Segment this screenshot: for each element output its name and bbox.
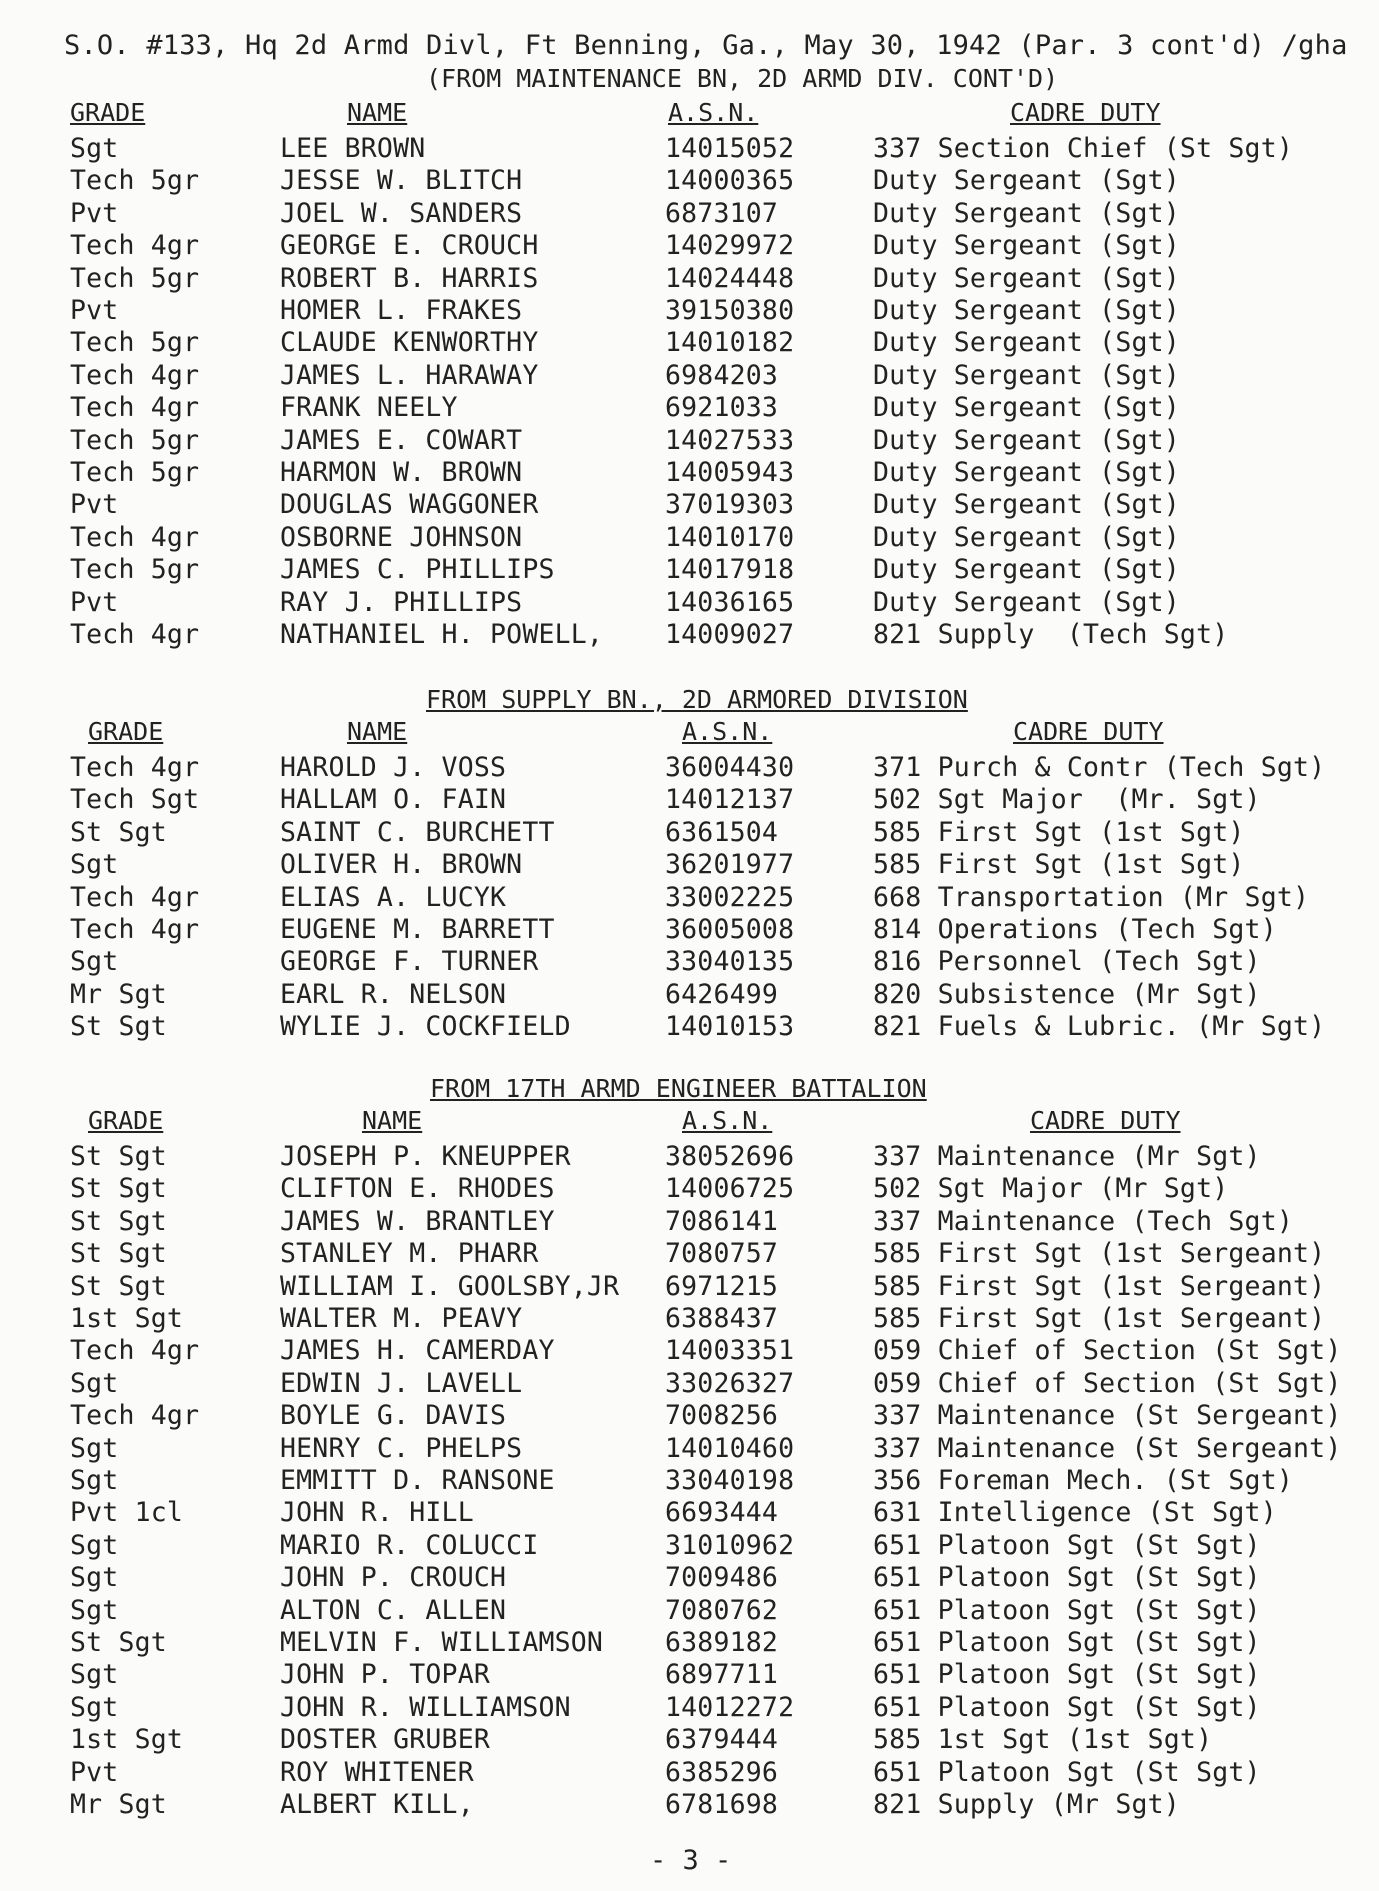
roster-cell-duty: 585 First Sgt (1st Sgt) bbox=[873, 849, 1245, 881]
roster-cell-grade: Tech 5gr bbox=[70, 554, 200, 586]
roster-cell-grade: St Sgt bbox=[70, 1173, 167, 1205]
roster-cell-asn: 6897711 bbox=[665, 1659, 779, 1691]
roster-cell-grade: Tech Sgt bbox=[70, 784, 200, 816]
roster-cell-grade: Sgt bbox=[70, 1432, 119, 1464]
roster-cell-asn: 38052696 bbox=[665, 1141, 795, 1172]
roster-cell-grade: St Sgt bbox=[70, 1205, 167, 1237]
roster-cell-name: EARL R. NELSON bbox=[280, 978, 507, 1010]
roster-cell-duty: 585 1st Sgt (1st Sgt) bbox=[873, 1724, 1213, 1756]
roster-cell-grade: Sgt bbox=[70, 1659, 119, 1691]
roster-cell-asn: 14015052 bbox=[665, 133, 795, 164]
column-header-asn: A.S.N. bbox=[668, 98, 759, 127]
roster-cell-grade: Pvt 1cl bbox=[70, 1497, 184, 1529]
column-header-grade: GRADE bbox=[88, 717, 164, 746]
roster-cell-duty: 585 First Sgt (1st Sergeant) bbox=[873, 1303, 1326, 1334]
roster-cell-duty: Duty Sergeant (Sgt) bbox=[873, 521, 1180, 553]
roster-cell-grade: Tech 4gr bbox=[70, 881, 200, 913]
roster-cell-duty: 651 Platoon Sgt (St Sgt) bbox=[873, 1627, 1261, 1658]
roster-cell-name: HAROLD J. VOSS bbox=[280, 752, 507, 783]
roster-cell-asn: 39150380 bbox=[665, 295, 795, 326]
roster-cell-name: MELVIN F. WILLIAMSON bbox=[280, 1627, 604, 1658]
roster-cell-duty: 821 Supply (Mr Sgt) bbox=[873, 1789, 1180, 1820]
roster-cell-duty: Duty Sergeant (Sgt) bbox=[873, 586, 1180, 618]
roster-cell-grade: Tech 4gr bbox=[70, 521, 200, 553]
column-header-duty: CADRE DUTY bbox=[1030, 1106, 1181, 1135]
roster-cell-name: JESSE W. BLITCH bbox=[280, 165, 523, 197]
roster-cell-asn: 6984203 bbox=[665, 359, 779, 391]
roster-cell-name: CLAUDE KENWORTHY bbox=[280, 327, 539, 359]
roster-cell-asn: 6971215 bbox=[665, 1270, 779, 1302]
roster-cell-asn: 14012272 bbox=[665, 1691, 795, 1723]
roster-cell-asn: 33002225 bbox=[665, 881, 795, 913]
roster-cell-asn: 6388437 bbox=[665, 1303, 779, 1334]
roster-cell-asn: 31010962 bbox=[665, 1529, 795, 1561]
roster-cell-grade: Tech 4gr bbox=[70, 230, 200, 262]
roster-cell-name: HOMER L. FRAKES bbox=[280, 295, 523, 326]
roster-cell-grade: Tech 5gr bbox=[70, 165, 200, 197]
roster-cell-duty: Duty Sergeant (Sgt) bbox=[873, 295, 1180, 326]
order-subheader: (FROM MAINTENANCE BN, 2D ARMD DIV. CONT'D) bbox=[426, 64, 1059, 93]
roster-cell-duty: Duty Sergeant (Sgt) bbox=[873, 262, 1180, 294]
roster-cell-grade: St Sgt bbox=[70, 1011, 167, 1043]
roster-cell-asn: 14005943 bbox=[665, 457, 795, 488]
roster-cell-name: JOEL W. SANDERS bbox=[280, 197, 523, 229]
roster-cell-asn: 7008256 bbox=[665, 1400, 779, 1432]
column-header-duty: CADRE DUTY bbox=[1010, 98, 1161, 127]
roster-cell-name: CLIFTON E. RHODES bbox=[280, 1173, 555, 1205]
roster-cell-grade: Sgt bbox=[70, 133, 119, 164]
roster-cell-grade: Pvt bbox=[70, 197, 119, 229]
roster-cell-name: WILLIAM I. GOOLSBY,JR bbox=[280, 1270, 620, 1302]
roster-cell-name: RAY J. PHILLIPS bbox=[280, 586, 523, 618]
roster-cell-asn: 36005008 bbox=[665, 914, 795, 945]
roster-cell-name: JAMES H. CAMERDAY bbox=[280, 1335, 555, 1367]
roster-cell-name: ALTON C. ALLEN bbox=[280, 1594, 507, 1626]
column-header-name: NAME bbox=[347, 98, 408, 127]
roster-cell-asn: 7080762 bbox=[665, 1594, 779, 1626]
roster-cell-name: HENRY C. PHELPS bbox=[280, 1432, 523, 1464]
roster-cell-grade: St Sgt bbox=[70, 1627, 167, 1658]
roster-cell-name: FRANK NEELY bbox=[280, 392, 458, 424]
roster-cell-name: EUGENE M. BARRETT bbox=[280, 914, 555, 945]
roster-cell-grade: Tech 5gr bbox=[70, 424, 200, 456]
column-header-grade: GRADE bbox=[70, 98, 146, 127]
roster-cell-grade: Tech 5gr bbox=[70, 262, 200, 294]
roster-cell-asn: 14010460 bbox=[665, 1432, 795, 1464]
roster-cell-grade: Pvt bbox=[70, 489, 119, 521]
roster-cell-name: JOHN P. CROUCH bbox=[280, 1562, 507, 1594]
roster-cell-duty: 816 Personnel (Tech Sgt) bbox=[873, 946, 1261, 978]
roster-cell-duty: Duty Sergeant (Sgt) bbox=[873, 230, 1180, 262]
roster-cell-asn: 6781698 bbox=[665, 1789, 779, 1820]
roster-cell-name: OLIVER H. BROWN bbox=[280, 849, 523, 881]
roster-cell-name: DOSTER GRUBER bbox=[280, 1724, 491, 1756]
roster-cell-asn: 6873107 bbox=[665, 197, 779, 229]
roster-cell-grade: St Sgt bbox=[70, 1141, 167, 1172]
roster-cell-duty: 356 Foreman Mech. (St Sgt) bbox=[873, 1465, 1294, 1496]
roster-cell-asn: 14024448 bbox=[665, 262, 795, 294]
roster-cell-duty: 651 Platoon Sgt (St Sgt) bbox=[873, 1659, 1261, 1691]
roster-cell-grade: Tech 4gr bbox=[70, 914, 200, 945]
roster-cell-asn: 6385296 bbox=[665, 1756, 779, 1788]
column-header-duty: CADRE DUTY bbox=[1013, 717, 1164, 746]
roster-cell-asn: 7080757 bbox=[665, 1238, 779, 1270]
roster-cell-asn: 14036165 bbox=[665, 586, 795, 618]
roster-cell-duty: 502 Sgt Major (Mr. Sgt) bbox=[873, 784, 1261, 816]
roster-cell-duty: 821 Supply (Tech Sgt) bbox=[873, 619, 1229, 650]
roster-cell-asn: 6389182 bbox=[665, 1627, 779, 1658]
roster-cell-grade: Sgt bbox=[70, 849, 119, 881]
roster-cell-grade: Pvt bbox=[70, 586, 119, 618]
roster-cell-name: EMMITT D. RANSONE bbox=[280, 1465, 555, 1496]
roster-cell-duty: 059 Chief of Section (St Sgt) bbox=[873, 1367, 1342, 1399]
roster-cell-asn: 14010153 bbox=[665, 1011, 795, 1043]
roster-cell-grade: Mr Sgt bbox=[70, 1789, 167, 1820]
roster-cell-duty: 337 Maintenance (St Sergeant) bbox=[873, 1400, 1342, 1432]
roster-cell-name: JAMES W. BRANTLEY bbox=[280, 1205, 555, 1237]
roster-cell-duty: Duty Sergeant (Sgt) bbox=[873, 424, 1180, 456]
roster-cell-asn: 14012137 bbox=[665, 784, 795, 816]
roster-cell-grade: Tech 4gr bbox=[70, 619, 200, 650]
roster-cell-grade: St Sgt bbox=[70, 1238, 167, 1270]
roster-cell-duty: 821 Fuels & Lubric. (Mr Sgt) bbox=[873, 1011, 1326, 1043]
roster-cell-asn: 37019303 bbox=[665, 489, 795, 521]
roster-cell-name: EDWIN J. LAVELL bbox=[280, 1367, 523, 1399]
roster-cell-grade: Mr Sgt bbox=[70, 978, 167, 1010]
roster-cell-grade: 1st Sgt bbox=[70, 1303, 184, 1334]
roster-cell-grade: Sgt bbox=[70, 1691, 119, 1723]
roster-cell-duty: Duty Sergeant (Sgt) bbox=[873, 554, 1180, 586]
roster-cell-grade: Tech 5gr bbox=[70, 457, 200, 488]
roster-cell-name: LEE BROWN bbox=[280, 133, 426, 164]
roster-cell-name: SAINT C. BURCHETT bbox=[280, 816, 555, 848]
roster-cell-duty: 814 Operations (Tech Sgt) bbox=[873, 914, 1277, 945]
roster-cell-duty: 371 Purch & Contr (Tech Sgt) bbox=[873, 752, 1326, 783]
roster-cell-duty: 820 Subsistence (Mr Sgt) bbox=[873, 978, 1261, 1010]
roster-cell-asn: 14006725 bbox=[665, 1173, 795, 1205]
roster-cell-grade: Sgt bbox=[70, 946, 119, 978]
roster-cell-asn: 14010182 bbox=[665, 327, 795, 359]
roster-cell-name: JOHN R. WILLIAMSON bbox=[280, 1691, 571, 1723]
roster-cell-duty: Duty Sergeant (Sgt) bbox=[873, 197, 1180, 229]
roster-cell-name: ROBERT B. HARRIS bbox=[280, 262, 539, 294]
roster-cell-name: GEORGE F. TURNER bbox=[280, 946, 539, 978]
roster-cell-name: ROY WHITENER bbox=[280, 1756, 474, 1788]
roster-cell-grade: Tech 4gr bbox=[70, 359, 200, 391]
roster-cell-grade: Tech 4gr bbox=[70, 392, 200, 424]
roster-cell-duty: Duty Sergeant (Sgt) bbox=[873, 165, 1180, 197]
roster-cell-grade: Sgt bbox=[70, 1529, 119, 1561]
roster-cell-asn: 14010170 bbox=[665, 521, 795, 553]
roster-cell-grade: Sgt bbox=[70, 1465, 119, 1496]
roster-cell-asn: 14000365 bbox=[665, 165, 795, 197]
roster-cell-duty: 585 First Sgt (1st Sergeant) bbox=[873, 1270, 1326, 1302]
column-header-grade: GRADE bbox=[88, 1106, 164, 1135]
roster-cell-asn: 7086141 bbox=[665, 1205, 779, 1237]
roster-cell-name: ALBERT KILL, bbox=[280, 1789, 474, 1820]
column-header-asn: A.S.N. bbox=[682, 1106, 773, 1135]
roster-cell-grade: Tech 5gr bbox=[70, 327, 200, 359]
roster-cell-name: MARIO R. COLUCCI bbox=[280, 1529, 539, 1561]
roster-cell-grade: Sgt bbox=[70, 1562, 119, 1594]
roster-cell-duty: Duty Sergeant (Sgt) bbox=[873, 359, 1180, 391]
roster-cell-asn: 33040135 bbox=[665, 946, 795, 978]
roster-cell-name: BOYLE G. DAVIS bbox=[280, 1400, 507, 1432]
roster-cell-grade: Sgt bbox=[70, 1594, 119, 1626]
roster-cell-name: JOSEPH P. KNEUPPER bbox=[280, 1141, 571, 1172]
roster-cell-asn: 6361504 bbox=[665, 816, 779, 848]
roster-cell-duty: 337 Maintenance (Tech Sgt) bbox=[873, 1205, 1294, 1237]
roster-cell-duty: Duty Sergeant (Sgt) bbox=[873, 489, 1180, 521]
roster-cell-name: WYLIE J. COCKFIELD bbox=[280, 1011, 571, 1043]
roster-cell-duty: 337 Section Chief (St Sgt) bbox=[873, 133, 1294, 164]
section-title: FROM SUPPLY BN., 2D ARMORED DIVISION bbox=[426, 685, 968, 714]
roster-cell-asn: 6426499 bbox=[665, 978, 779, 1010]
roster-cell-duty: 337 Maintenance (Mr Sgt) bbox=[873, 1141, 1261, 1172]
roster-cell-name: DOUGLAS WAGGONER bbox=[280, 489, 539, 521]
roster-cell-name: ELIAS A. LUCYK bbox=[280, 881, 507, 913]
column-header-asn: A.S.N. bbox=[682, 717, 773, 746]
roster-cell-asn: 6379444 bbox=[665, 1724, 779, 1756]
roster-cell-asn: 33040198 bbox=[665, 1465, 795, 1496]
roster-cell-duty: 651 Platoon Sgt (St Sgt) bbox=[873, 1529, 1261, 1561]
roster-cell-asn: 7009486 bbox=[665, 1562, 779, 1594]
roster-cell-duty: 502 Sgt Major (Mr Sgt) bbox=[873, 1173, 1229, 1205]
roster-cell-duty: 337 Maintenance (St Sergeant) bbox=[873, 1432, 1342, 1464]
roster-cell-asn: 14009027 bbox=[665, 619, 795, 650]
roster-cell-asn: 14029972 bbox=[665, 230, 795, 262]
roster-cell-name: NATHANIEL H. POWELL, bbox=[280, 619, 604, 650]
roster-cell-grade: Pvt bbox=[70, 1756, 119, 1788]
roster-cell-name: OSBORNE JOHNSON bbox=[280, 521, 523, 553]
roster-cell-asn: 36004430 bbox=[665, 752, 795, 783]
section-title: FROM 17TH ARMD ENGINEER BATTALION bbox=[430, 1074, 927, 1103]
roster-cell-asn: 33026327 bbox=[665, 1367, 795, 1399]
roster-cell-duty: 631 Intelligence (St Sgt) bbox=[873, 1497, 1277, 1529]
roster-cell-grade: Tech 4gr bbox=[70, 752, 200, 783]
roster-cell-duty: 651 Platoon Sgt (St Sgt) bbox=[873, 1756, 1261, 1788]
roster-cell-asn: 14003351 bbox=[665, 1335, 795, 1367]
roster-cell-duty: 651 Platoon Sgt (St Sgt) bbox=[873, 1691, 1261, 1723]
roster-cell-name: JAMES L. HARAWAY bbox=[280, 359, 539, 391]
roster-cell-duty: 668 Transportation (Mr Sgt) bbox=[873, 881, 1310, 913]
roster-cell-name: WALTER M. PEAVY bbox=[280, 1303, 523, 1334]
roster-cell-duty: 651 Platoon Sgt (St Sgt) bbox=[873, 1594, 1261, 1626]
roster-cell-duty: Duty Sergeant (Sgt) bbox=[873, 327, 1180, 359]
roster-cell-duty: 651 Platoon Sgt (St Sgt) bbox=[873, 1562, 1261, 1594]
roster-cell-name: HARMON W. BROWN bbox=[280, 457, 523, 488]
roster-cell-duty: Duty Sergeant (Sgt) bbox=[873, 392, 1180, 424]
roster-cell-duty: 059 Chief of Section (St Sgt) bbox=[873, 1335, 1342, 1367]
roster-cell-name: JAMES E. COWART bbox=[280, 424, 523, 456]
roster-cell-grade: St Sgt bbox=[70, 1270, 167, 1302]
roster-cell-name: STANLEY M. PHARR bbox=[280, 1238, 539, 1270]
roster-cell-grade: Tech 4gr bbox=[70, 1400, 200, 1432]
roster-cell-grade: St Sgt bbox=[70, 816, 167, 848]
roster-cell-name: JOHN P. TOPAR bbox=[280, 1659, 491, 1691]
roster-cell-asn: 14027533 bbox=[665, 424, 795, 456]
roster-cell-name: HALLAM O. FAIN bbox=[280, 784, 507, 816]
roster-cell-asn: 6921033 bbox=[665, 392, 779, 424]
roster-cell-name: JOHN R. HILL bbox=[280, 1497, 474, 1529]
roster-cell-duty: 585 First Sgt (1st Sgt) bbox=[873, 816, 1245, 848]
roster-cell-asn: 36201977 bbox=[665, 849, 795, 881]
roster-cell-asn: 6693444 bbox=[665, 1497, 779, 1529]
column-header-name: NAME bbox=[347, 717, 408, 746]
roster-cell-duty: 585 First Sgt (1st Sergeant) bbox=[873, 1238, 1326, 1270]
column-header-name: NAME bbox=[362, 1106, 423, 1135]
roster-cell-grade: Sgt bbox=[70, 1367, 119, 1399]
roster-cell-grade: Pvt bbox=[70, 295, 119, 326]
order-header: S.O. #133, Hq 2d Armd Divl, Ft Benning, Ga., May 30, 1942 (Par. 3 cont'd) /gha bbox=[64, 30, 1348, 61]
roster-cell-duty: Duty Sergeant (Sgt) bbox=[873, 457, 1180, 488]
roster-cell-name: JAMES C. PHILLIPS bbox=[280, 554, 555, 586]
roster-cell-name: GEORGE E. CROUCH bbox=[280, 230, 539, 262]
roster-cell-grade: Tech 4gr bbox=[70, 1335, 200, 1367]
roster-cell-asn: 14017918 bbox=[665, 554, 795, 586]
roster-cell-grade: 1st Sgt bbox=[70, 1724, 184, 1756]
page-number: - 3 - bbox=[650, 1845, 732, 1876]
